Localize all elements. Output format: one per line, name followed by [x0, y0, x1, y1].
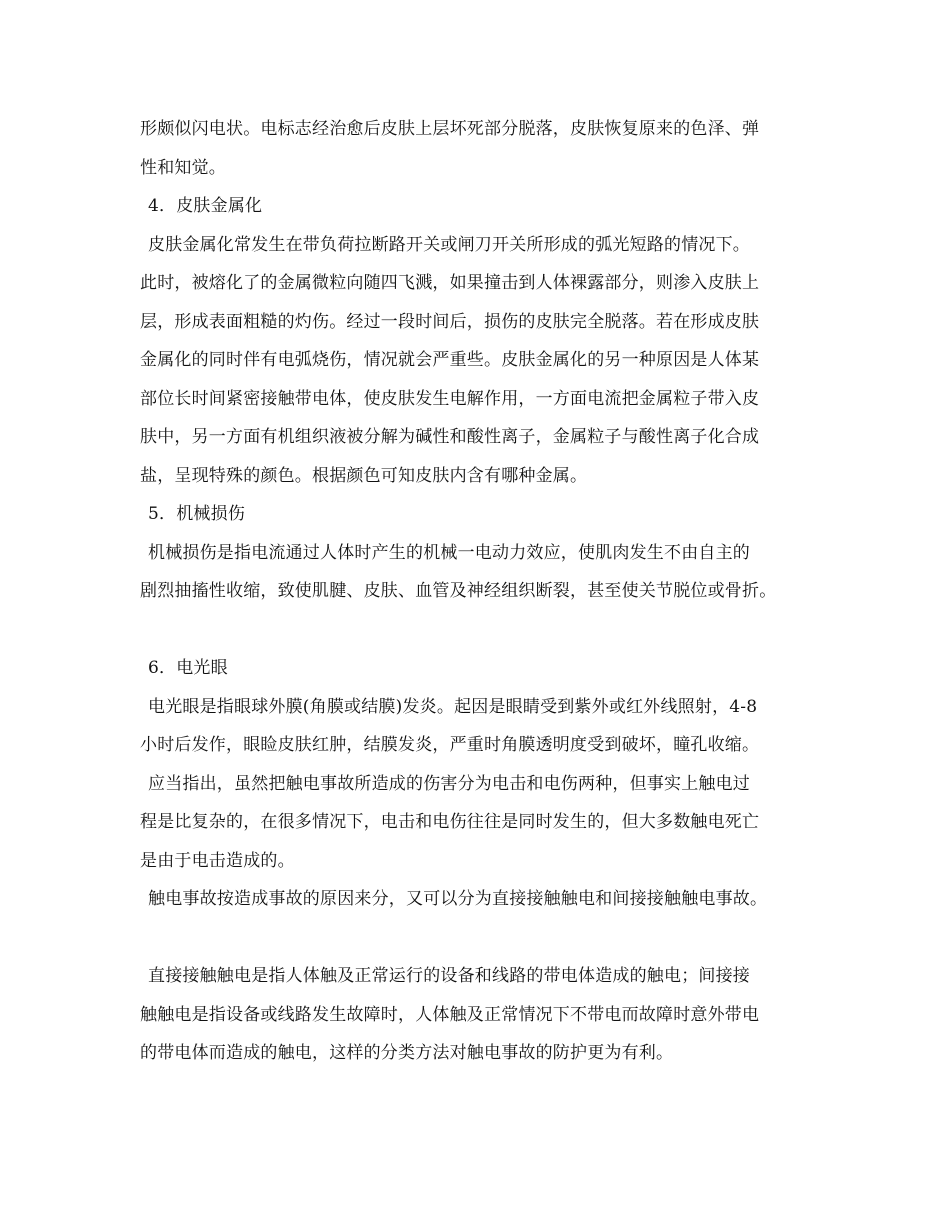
paragraph-line: 形颇似闪电状。电标志经治愈后皮肤上层坏死部分脱落，皮肤恢复原来的色泽、弹: [140, 119, 760, 139]
paragraph-line: 剧烈抽搐性收缩，致使肌腱、皮肤、血管及神经组织断裂，甚至使关节脱位或骨折。: [140, 581, 777, 601]
paragraph-line: 机械损伤是指电流通过人体时产生的机械一电动力效应，使肌肉发生不由自主的: [148, 542, 750, 563]
paragraph-line: 小时后发作，眼睑皮肤红肿，结膜发炎，严重时角膜透明度受到破坏，瞳孔收缩。: [140, 735, 760, 755]
section-heading-skin-metallization: 4．皮肤金属化: [148, 196, 263, 216]
paragraph-line: 电光眼是指眼球外膜(角膜或结膜)发炎。起因是眼睛受到紫外或红外线照射，4-8: [148, 696, 758, 717]
blank-line: [140, 611, 830, 650]
section-heading-mechanical-injury: 5．机械损伤: [148, 504, 246, 524]
paragraph-line: 此时，被熔化了的金属微粒向随四飞溅，如果撞击到人体裸露部分，则渗入皮肤上: [140, 273, 760, 293]
paragraph-line: 金属化的同时伴有电弧烧伤，情况就会严重些。皮肤金属化的另一种原因是人体某: [140, 350, 760, 370]
paragraph-line: 部位长时间紧密接触带电体，使皮肤发生电解作用，一方面电流把金属粒子带入皮: [140, 388, 760, 409]
paragraph-line: 性和知觉。: [140, 157, 226, 178]
paragraph-line: 肤中，另一方面有机组织液被分解为碱性和酸性离子，金属粒子与酸性离子化合成: [140, 427, 760, 447]
paragraph-line: 触触电是指设备或线路发生故障时，人体触及正常情况下不带电而故障时意外带电: [140, 1004, 760, 1025]
paragraph-line: 程是比复杂的，在很多情况下，电击和电伤往往是同时发生的，但大多数触电死亡: [140, 812, 760, 832]
paragraph-line: 皮肤金属化常发生在带负荷拉断路开关或闸刀开关所形成的弧光短路的情况下。: [148, 234, 750, 255]
document-body: [140, 110, 830, 1073]
paragraph-line: 直接接触触电是指人体触及正常运行的设备和线路的带电体造成的触电；间接接: [148, 966, 750, 986]
paragraph-line: 的带电体而造成的触电，这样的分类方法对触电事故的防护更为有利。: [140, 1043, 674, 1063]
paragraph-line: 层，形成表面粗糙的灼伤。经过一段时间后，损伤的皮肤完全脱落。若在形成皮肤: [140, 311, 760, 332]
paragraph-line: 应当指出，虽然把触电事故所造成的伤害分为电击和电伤两种，但事实上触电过: [148, 773, 750, 794]
paragraph-line: 触电事故按造成事故的原因来分，又可以分为直接接触触电和间接接触触电事故。: [148, 889, 768, 909]
paragraph-line: 是由于电击造成的。: [140, 850, 295, 871]
blank-line: [140, 919, 830, 958]
paragraph-line: 盐，呈现特殊的颜色。根据颜色可知皮肤内含有哪种金属。: [140, 465, 588, 486]
section-heading-electric-ophthalmia: 6．电光眼: [148, 658, 228, 678]
